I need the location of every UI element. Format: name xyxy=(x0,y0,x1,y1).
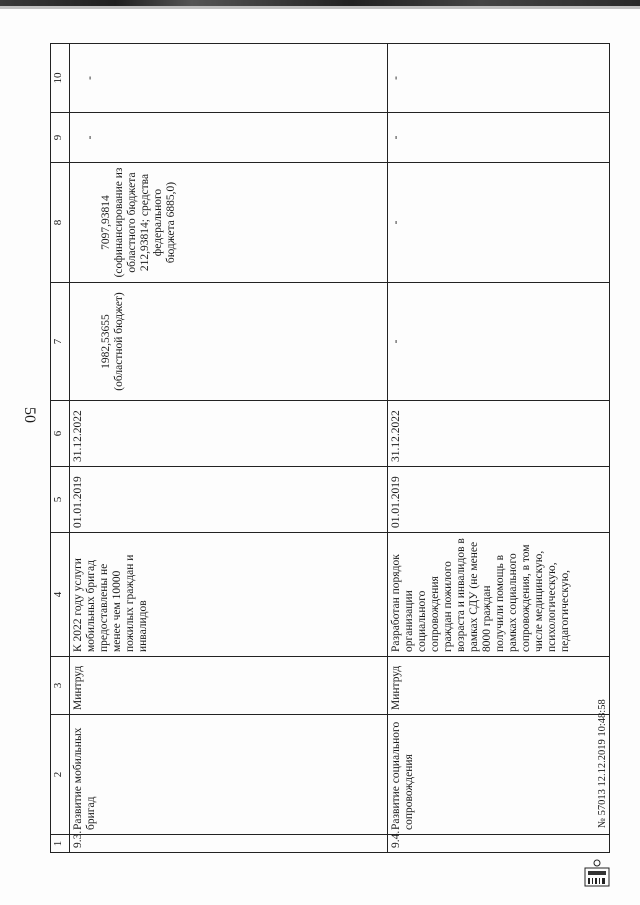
executor: Минтруд xyxy=(388,657,610,715)
funding-col-8-note: (софинансирование из областного бюджета 212,93814; средства федерального бюджета 6885,0) xyxy=(113,167,177,278)
row-number: 9.4. xyxy=(388,835,610,853)
registration-stamp: № 57013 12.12.2019 10:48:58 xyxy=(597,699,608,828)
measures-table xyxy=(50,43,610,853)
header-col-6: 6 xyxy=(51,401,70,467)
funding-col-8-amount: - xyxy=(390,220,402,225)
funding-col-7-amount: - xyxy=(390,339,402,344)
funding-col-7 xyxy=(70,283,388,401)
start-date: 01.01.2019 xyxy=(388,467,610,533)
document-stamp-icon xyxy=(584,858,610,888)
col-10-value: - xyxy=(70,44,388,113)
start-date: 01.01.2019 xyxy=(70,467,388,533)
executor: Минтруд xyxy=(70,657,388,715)
col-10-value: - xyxy=(388,44,610,113)
expected-result: К 2022 году услуги мобильных бригад предоставлены не менее чем 10000 пожилых граждан и инвалидов xyxy=(70,533,388,657)
measure-name: Развитие социального сопровождения xyxy=(388,715,610,835)
funding-col-7-note: (областной бюджет) xyxy=(113,292,125,391)
col-9-value: - xyxy=(388,113,610,163)
col-9-value: - xyxy=(70,113,388,163)
end-date: 31.12.2022 xyxy=(388,401,610,467)
header-col-4: 4 xyxy=(51,533,70,657)
table-row xyxy=(388,44,610,853)
header-col-5: 5 xyxy=(51,467,70,533)
funding-col-7 xyxy=(388,283,610,401)
table-header-row xyxy=(51,44,70,853)
page-number: 50 xyxy=(21,407,38,423)
row-number: 9.3. xyxy=(70,835,388,853)
funding-col-8 xyxy=(70,163,388,283)
table-row xyxy=(70,44,388,853)
measure-name: Развитие мобильных бригад xyxy=(70,715,388,835)
scan-top-shadow xyxy=(0,6,640,9)
funding-col-7-amount: 1982,53655 xyxy=(100,314,112,369)
end-date: 31.12.2022 xyxy=(70,401,388,467)
header-col-2: 2 xyxy=(51,715,70,835)
expected-result: Разработан порядок организации социального сопровождения граждан пожилого возраста и инвалидов в рамках СДУ (не менее 8000 граждан получили помощь в рамках социального сопровождения, в том числе медицинскую, психологическую, педагогическую, xyxy=(388,533,610,657)
header-col-3: 3 xyxy=(51,657,70,715)
header-col-9: 9 xyxy=(51,113,70,163)
funding-col-8 xyxy=(388,163,610,283)
header-col-1: 1 xyxy=(51,835,70,853)
rotated-table-container xyxy=(50,44,610,853)
header-col-10: 10 xyxy=(51,44,70,113)
header-col-8: 8 xyxy=(51,163,70,283)
header-col-7: 7 xyxy=(51,283,70,401)
funding-col-8-amount: 7097,93814 xyxy=(100,195,112,250)
